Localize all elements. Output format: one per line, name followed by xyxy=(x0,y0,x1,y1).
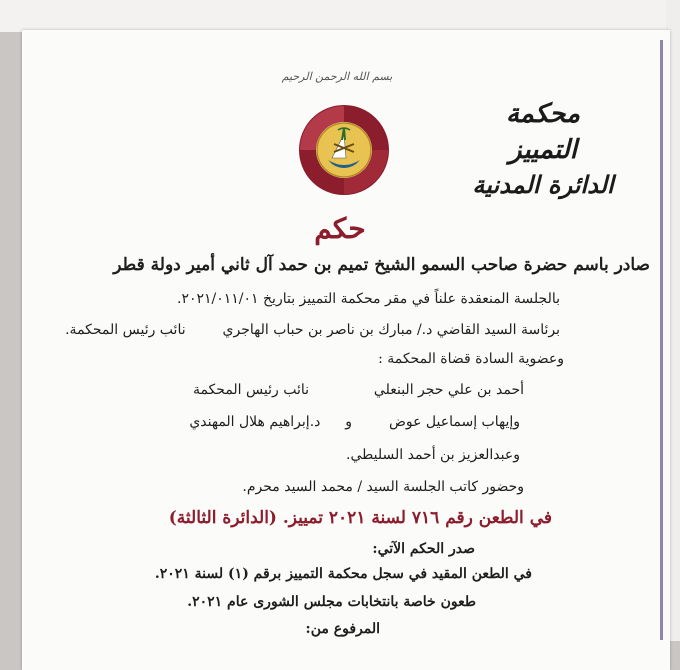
judges-2-3-line xyxy=(189,414,520,430)
appeal-number: في الطعن رقم ٧١٦ لسنة ٢٠٢١ تمييز. (الدائرة الثالثة) xyxy=(168,508,552,528)
judge-conjunction: و xyxy=(345,414,353,430)
judge-1-name: أحمد بن علي حجر البنعلي xyxy=(373,382,524,398)
court-header xyxy=(468,96,618,202)
issued-in-name: صادر باسم حضرة صاحب السمو الشيخ تميم بن حمد آل ثاني أمير دولة قطر xyxy=(113,255,650,275)
clerk-line: وحضور كاتب الجلسة السيد / محمد السيد محرم. xyxy=(242,479,524,495)
presiding-line xyxy=(65,322,560,338)
registry-line: في الطعن المقيد في سجل محكمة التمييز برقم (١) لسنة ٢٠٢١. xyxy=(154,566,532,582)
basmala: بسم الله الرحمن الرحيم xyxy=(281,70,393,83)
session-line: بالجلسة المنعقدة علناً في مقر محكمة التمييز بتاريخ ٢٠٢١/٠١١/٠١. xyxy=(177,291,560,307)
margin-line xyxy=(660,40,663,640)
court-name: محكمة التمييز xyxy=(505,99,581,165)
membership-line: وعضوية السادة قضاة المحكمة : xyxy=(378,351,564,367)
judge-2-name: وإيهاب إسماعيل عوض xyxy=(388,414,520,430)
judgment-title: حكم xyxy=(314,212,366,245)
subject-line: طعون خاصة بانتخابات مجلس الشورى عام ٢٠٢١. xyxy=(187,594,476,610)
verdict-intro: صدر الحكم الآتي: xyxy=(372,541,475,557)
judge-1-title: نائب رئيس المحكمة xyxy=(192,382,310,398)
judge-1-line xyxy=(193,382,524,398)
qatar-emblem xyxy=(298,100,390,200)
judge-4-name: وعبدالعزيز بن أحمد السليطي. xyxy=(346,447,520,463)
background-strip xyxy=(0,0,680,32)
circuit-name: الدائرة المدنية xyxy=(472,170,614,199)
judge-3-name: د.إبراهيم هلال المهندي xyxy=(189,414,321,430)
filed-by: المرفوع من: xyxy=(305,621,380,637)
presiding-judge: برئاسة السيد القاضي د./ مبارك بن ناصر بن حباب الهاجري xyxy=(222,322,560,338)
presiding-title: نائب رئيس المحكمة. xyxy=(65,322,186,338)
